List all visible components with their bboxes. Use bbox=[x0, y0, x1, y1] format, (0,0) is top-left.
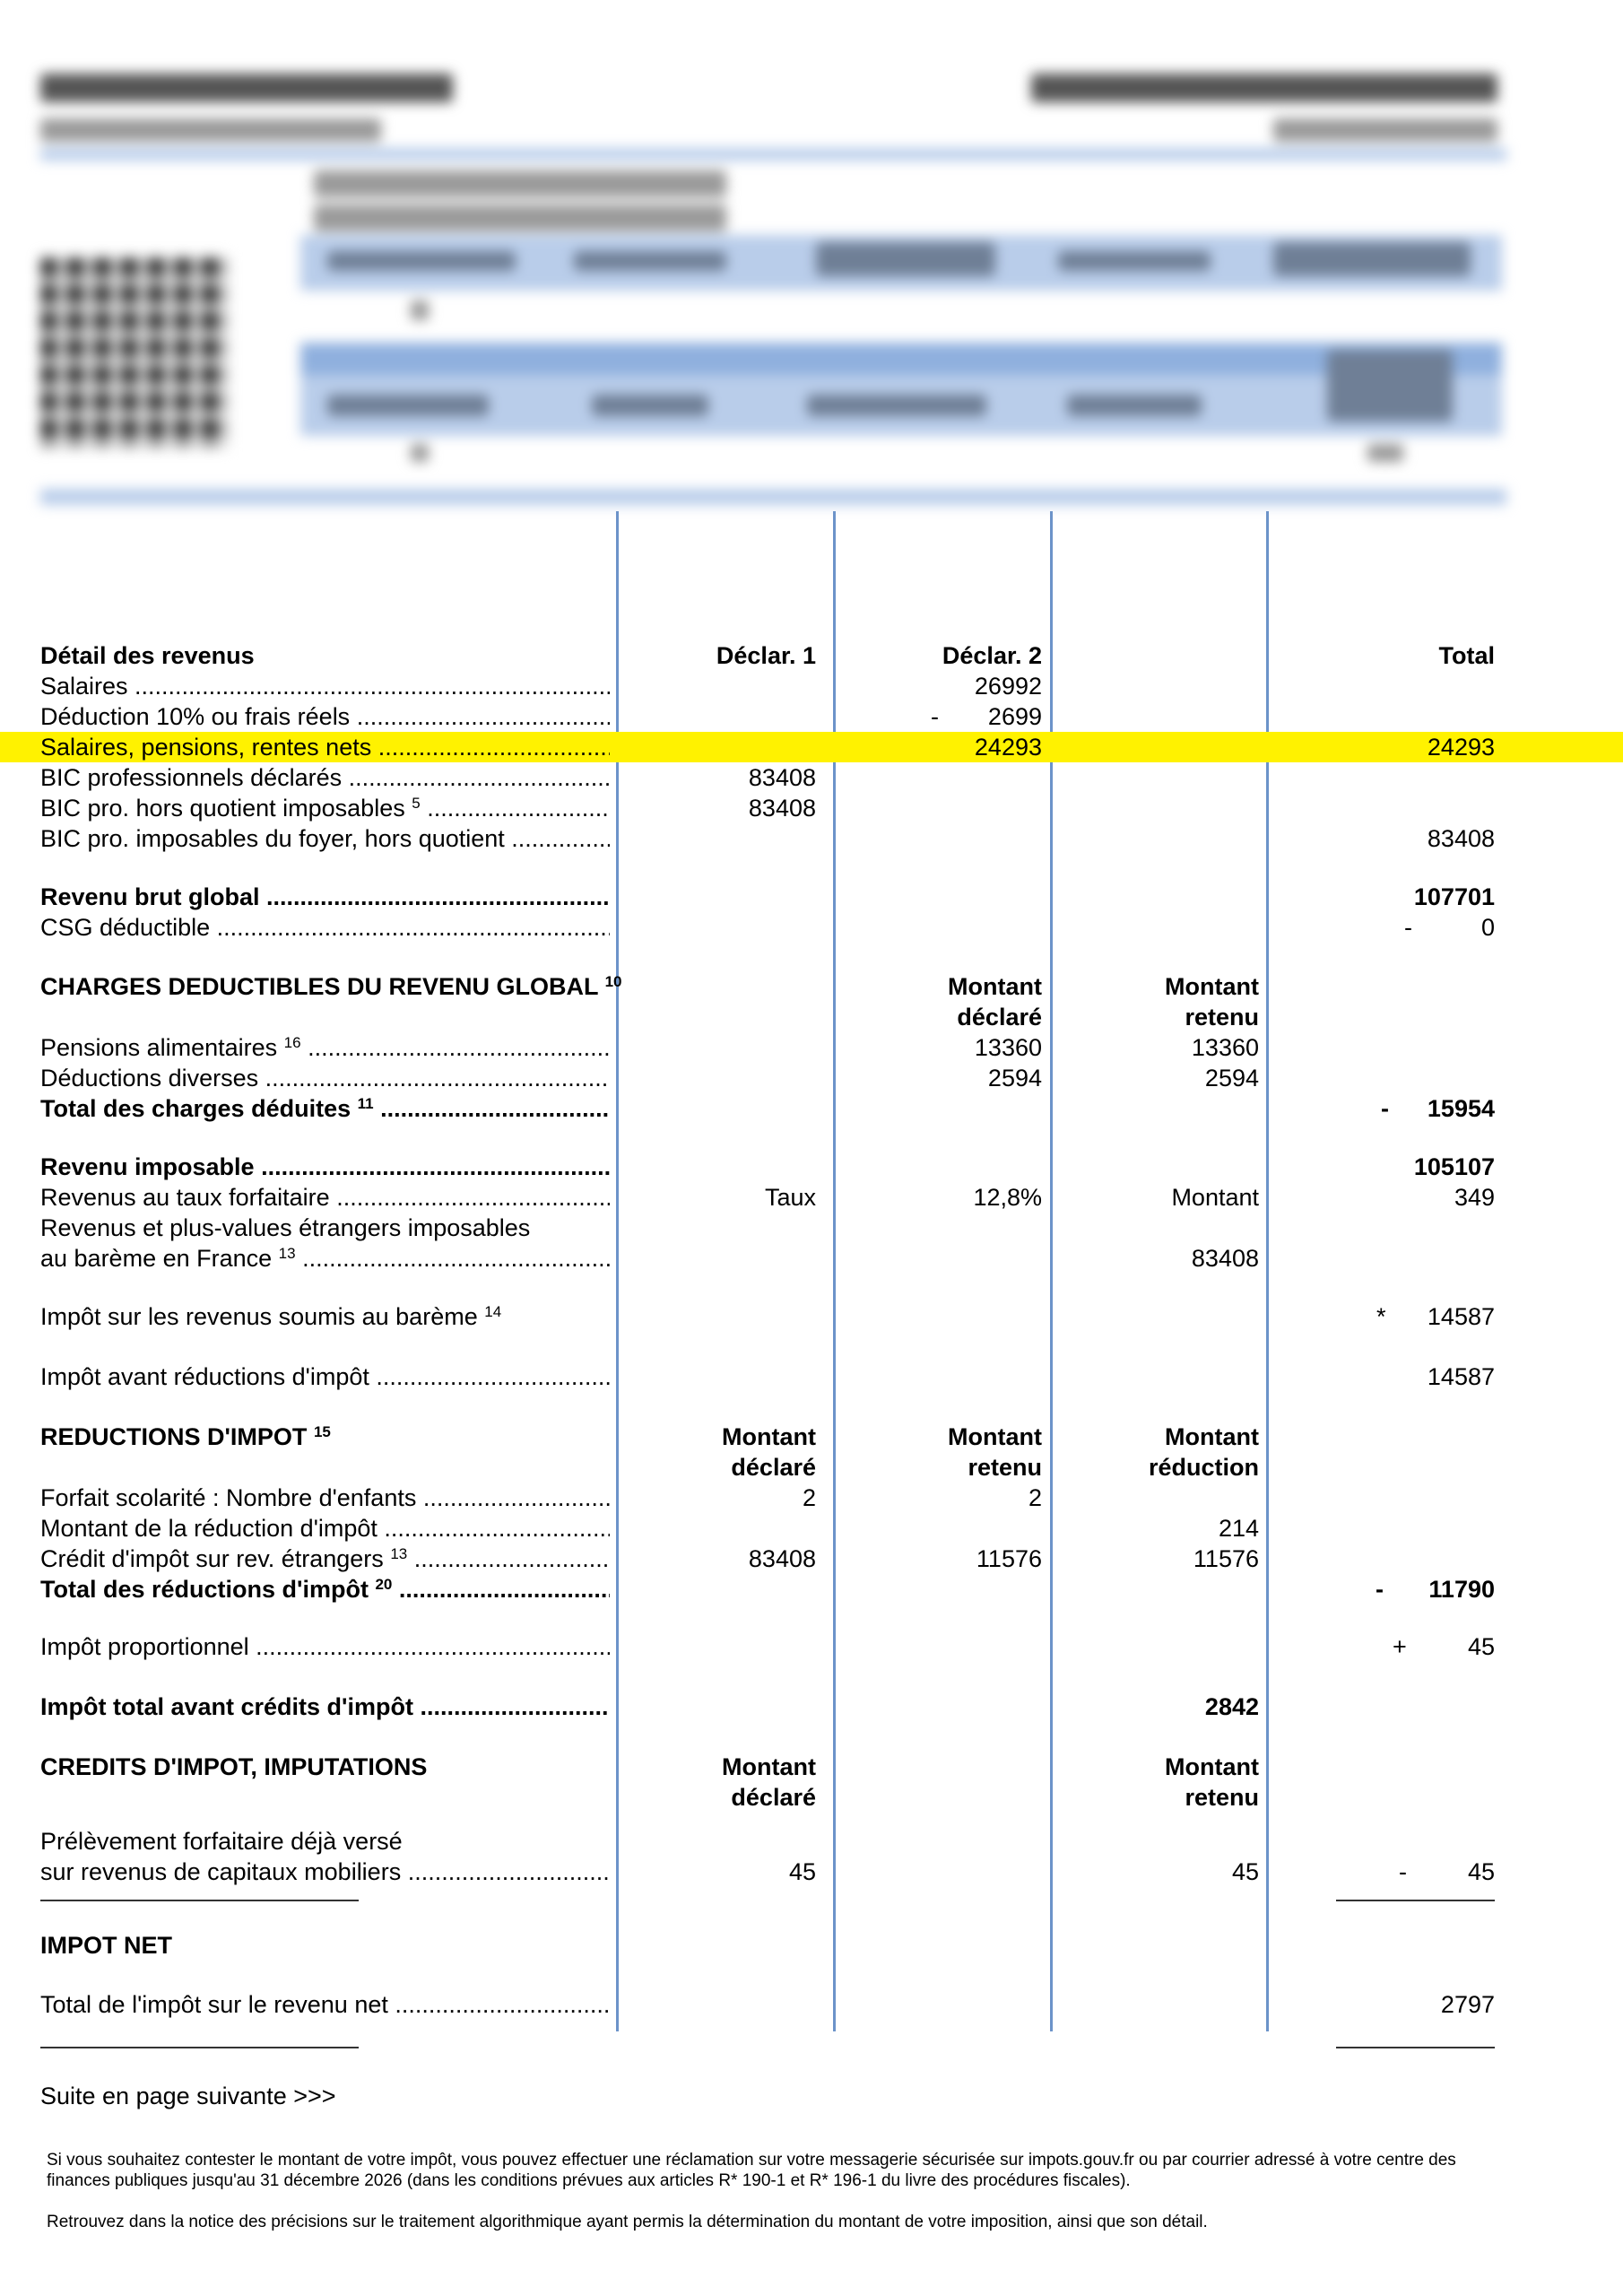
retenu-value: 13360 bbox=[1191, 1034, 1259, 1061]
col-declar2-header: Déclar. 2 bbox=[942, 642, 1042, 669]
col-header: déclaré bbox=[957, 1004, 1042, 1031]
total-value: 15954 bbox=[1427, 1095, 1495, 1122]
divider bbox=[1336, 1900, 1495, 1901]
row-label: Salaires, pensions, rentes nets ..... bbox=[40, 732, 610, 762]
total-row bbox=[0, 1574, 1623, 1605]
taux-value: 12,8% bbox=[973, 1184, 1042, 1211]
row-label: Revenus au taux forfaitaire ..... bbox=[40, 1182, 610, 1213]
table-row bbox=[0, 1182, 1623, 1213]
table-row bbox=[0, 1301, 1623, 1332]
taux-label: Taux bbox=[764, 1184, 816, 1211]
row-label: Déductions diverses ..... bbox=[40, 1063, 610, 1093]
divider bbox=[40, 2047, 359, 2048]
row-label: Total des charges déduites $^{11}$ ..... bbox=[40, 1093, 610, 1124]
section-title: CHARGES DEDUCTIBLES DU REVENU GLOBAL $^{10}$ bbox=[40, 973, 622, 1000]
montant-value: 83408 bbox=[1191, 1245, 1259, 1272]
col-declar1-header: Déclar. 1 bbox=[716, 642, 816, 669]
asterisk-mark: * bbox=[1376, 1303, 1386, 1330]
total-value: 24293 bbox=[1427, 734, 1495, 761]
continuation-note: Suite en page suivante >>> bbox=[40, 2083, 336, 2109]
table-row bbox=[0, 1361, 1623, 1392]
col-header: Montant bbox=[948, 1423, 1042, 1450]
row-label: Crédit d'impôt sur rev. étrangers $^{13}$ ..... bbox=[40, 1544, 610, 1574]
section-header-row bbox=[0, 1002, 1623, 1032]
row-label: BIC professionnels déclarés ..... bbox=[40, 762, 610, 793]
table-row bbox=[0, 1243, 1623, 1274]
row-label: Revenu imposable ..... bbox=[40, 1152, 610, 1182]
row-label: BIC pro. hors quotient imposables $^5$ ..... bbox=[40, 793, 610, 823]
table-row bbox=[0, 793, 1623, 823]
row-label: CSG déductible ..... bbox=[40, 912, 610, 943]
row-label: BIC pro. imposables du foyer, hors quotient ..... bbox=[40, 823, 610, 854]
total-value: 105107 bbox=[1413, 1153, 1495, 1180]
declare-value: 83408 bbox=[748, 1545, 816, 1572]
section-header-row bbox=[0, 1452, 1623, 1483]
total-value: 0 bbox=[1480, 914, 1495, 941]
row-label: Montant de la réduction d'impôt ..... bbox=[40, 1513, 610, 1544]
declar1-value: 83408 bbox=[748, 795, 816, 822]
table-row bbox=[0, 1513, 1623, 1544]
row-label: Revenu brut global ..... bbox=[40, 882, 610, 912]
table-row bbox=[0, 1989, 1623, 2020]
row-label: Impôt total avant crédits d'impôt ..... bbox=[40, 1692, 610, 1722]
col-header: Montant bbox=[1165, 1753, 1259, 1780]
table-row bbox=[0, 701, 1623, 732]
row-label: Impôt avant réductions d'impôt ..... bbox=[40, 1361, 610, 1392]
row-label: Prélèvement forfaitaire déjà versé bbox=[40, 1828, 403, 1855]
montant-label: Montant bbox=[1171, 1184, 1259, 1211]
row-label: Salaires ..... bbox=[40, 671, 610, 701]
row-label: Total de l'impôt sur le revenu net ..... bbox=[40, 1989, 610, 2020]
col-header: retenu bbox=[1185, 1784, 1259, 1811]
row-label: sur revenus de capitaux mobiliers ..... bbox=[40, 1857, 610, 1887]
divider bbox=[1336, 2047, 1495, 2048]
plus-sign: + bbox=[1393, 1633, 1407, 1660]
minus-sign: - bbox=[1399, 1858, 1407, 1885]
table-row bbox=[0, 912, 1623, 943]
minus-sign: - bbox=[931, 703, 939, 730]
table-row bbox=[0, 1483, 1623, 1513]
total-row bbox=[0, 1093, 1623, 1124]
declare-value: 2594 bbox=[987, 1065, 1042, 1091]
total-value: 45 bbox=[1467, 1633, 1495, 1660]
col-header: Montant bbox=[948, 973, 1042, 1000]
table-row bbox=[0, 1631, 1623, 1662]
minus-sign: - bbox=[1404, 914, 1412, 941]
total-value: 83408 bbox=[1427, 825, 1495, 852]
row-label: Forfait scolarité : Nombre d'enfants ..... bbox=[40, 1483, 610, 1513]
row-label: Impôt proportionnel ..... bbox=[40, 1631, 610, 1662]
section-header-row bbox=[0, 1930, 1623, 1961]
row-label: Pensions alimentaires $^{16}$ ..... bbox=[40, 1032, 610, 1063]
col-header: Montant bbox=[722, 1753, 816, 1780]
reduction-value: 11576 bbox=[1193, 1545, 1259, 1572]
total-value: 107701 bbox=[1413, 883, 1495, 910]
section-header-row bbox=[0, 971, 1623, 1002]
minus-sign: - bbox=[1381, 1095, 1389, 1122]
col-header: Montant bbox=[1165, 973, 1259, 1000]
col-header: retenu bbox=[968, 1454, 1042, 1481]
retenu-value: 2594 bbox=[1204, 1065, 1259, 1091]
section-title: IMPOT NET bbox=[40, 1932, 172, 1959]
total-value: 2797 bbox=[1440, 1991, 1495, 2018]
minus-sign: - bbox=[1376, 1576, 1384, 1603]
table-row bbox=[0, 1692, 1623, 1722]
table-row bbox=[0, 882, 1623, 912]
col-header: Montant bbox=[1165, 1423, 1259, 1450]
total-value: 11790 bbox=[1428, 1576, 1495, 1603]
col-header: déclaré bbox=[731, 1784, 816, 1811]
col-total-header: Total bbox=[1438, 642, 1495, 669]
declar2-value: 24293 bbox=[974, 734, 1042, 761]
section-header-row bbox=[0, 1782, 1623, 1813]
row-label: Total des réductions d'impôt $^{20}$ ..... bbox=[40, 1574, 610, 1605]
retenu-value: 11576 bbox=[976, 1545, 1042, 1572]
blurred-header bbox=[0, 0, 1623, 520]
table-row bbox=[0, 1063, 1623, 1093]
section-title: CREDITS D'IMPOT, IMPUTATIONS bbox=[40, 1753, 428, 1780]
declar2-value: 2699 bbox=[987, 703, 1042, 730]
table-row bbox=[0, 823, 1623, 854]
table-row bbox=[0, 1152, 1623, 1182]
declare-value: 13360 bbox=[974, 1034, 1042, 1061]
section-header-row bbox=[0, 1422, 1623, 1452]
total-value: 45 bbox=[1467, 1858, 1495, 1885]
table-row bbox=[0, 1032, 1623, 1063]
table-row bbox=[0, 762, 1623, 793]
retenu-value: 2 bbox=[1028, 1484, 1042, 1511]
highlighted-row bbox=[0, 732, 1623, 762]
total-value: 349 bbox=[1454, 1184, 1495, 1211]
table-row bbox=[0, 1213, 1623, 1243]
contest-note: Si vous souhaitez contester le montant de votre impôt, vous pouvez effectuer une réclamation sur votre messagerie sécurisée sur impots.gouv.fr ou par courrier adressé à votre centre des finances publiques jusqu'au 31 décembre 2026 (dans les conditions prévues aux articles R* 190-1 et R* 196-1 du livre des procédures fiscales). bbox=[47, 2151, 1456, 2190]
declar1-value: 83408 bbox=[748, 764, 816, 791]
row-label: Déduction 10% ou frais réels ..... bbox=[40, 701, 610, 732]
montant-value: 2842 bbox=[1204, 1693, 1259, 1720]
table-row bbox=[0, 671, 1623, 701]
declare-value: 2 bbox=[802, 1484, 816, 1511]
total-value: 14587 bbox=[1427, 1363, 1495, 1390]
divider bbox=[40, 1900, 359, 1901]
total-value: 14587 bbox=[1427, 1303, 1495, 1330]
retenu-value: 45 bbox=[1231, 1858, 1259, 1885]
table-row bbox=[0, 1826, 1623, 1857]
declare-value: 45 bbox=[788, 1858, 816, 1885]
reduction-value: 214 bbox=[1218, 1515, 1259, 1542]
qr-code bbox=[40, 256, 229, 448]
col-header: réduction bbox=[1148, 1454, 1259, 1481]
algorithm-note: Retrouvez dans la notice des précisions sur le traitement algorithmique ayant permis la détermination du montant de votre imposition, ainsi que son détail. bbox=[47, 2213, 1208, 2231]
section-header-row bbox=[0, 1752, 1623, 1782]
declar2-value: 26992 bbox=[974, 673, 1042, 700]
table-row bbox=[0, 1544, 1623, 1574]
col-header: déclaré bbox=[731, 1454, 816, 1481]
section-title: REDUCTIONS D'IMPOT $^{15}$ bbox=[40, 1423, 331, 1450]
col-header: Montant bbox=[722, 1423, 816, 1450]
detail-header-row bbox=[0, 640, 1623, 671]
row-label: au barème en France $^{13}$ ..... bbox=[40, 1243, 610, 1274]
col-header: retenu bbox=[1185, 1004, 1259, 1031]
row-label: Impôt sur les revenus soumis au barème $^{14}$ bbox=[40, 1303, 502, 1330]
section-title: Détail des revenus bbox=[40, 642, 255, 669]
table-row bbox=[0, 1857, 1623, 1887]
row-label: Revenus et plus-values étrangers imposables bbox=[40, 1214, 531, 1241]
